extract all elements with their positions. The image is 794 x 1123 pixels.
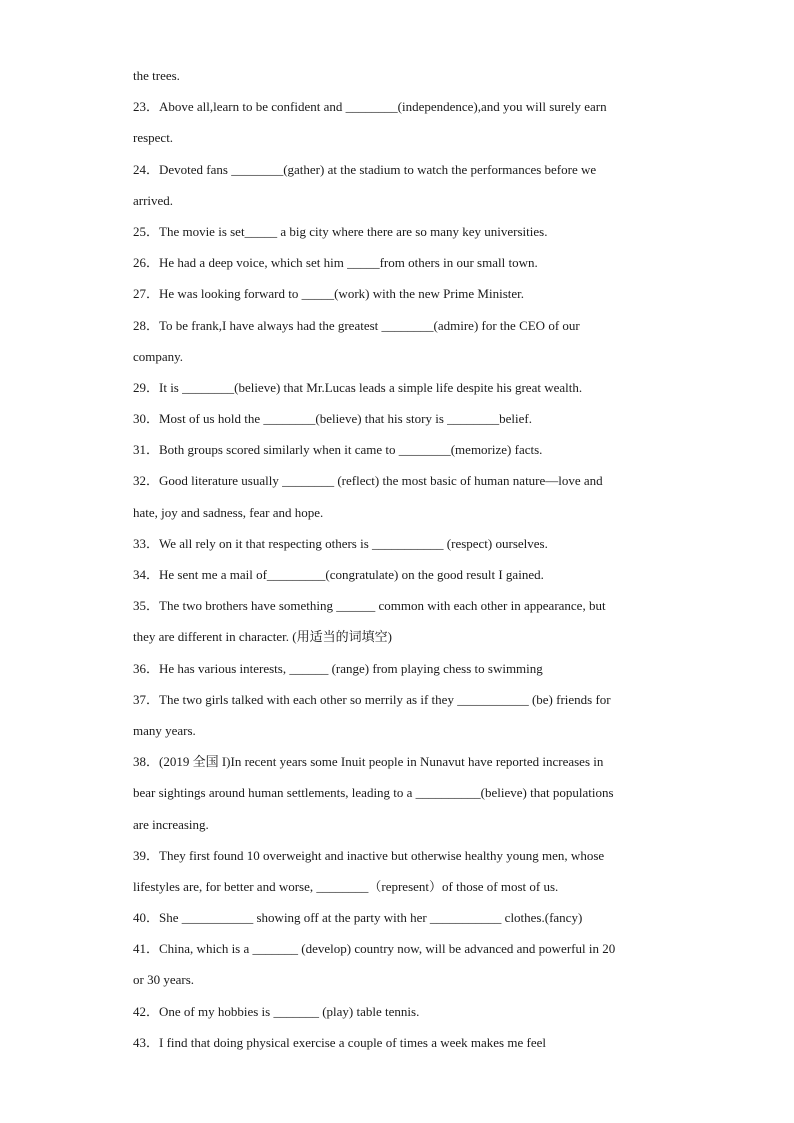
text-line: 36．He has various interests, ______ (range) from playing chess to swimming (133, 660, 543, 676)
text-line: 43．I find that doing physical exercise a couple of times a week makes me feel (133, 1034, 546, 1050)
exercise-text (133, 60, 668, 1058)
text-line: 29．It is ________(believe) that Mr.Lucas leads a simple life despite his great wealth. (133, 379, 583, 395)
text-line: lifestyles are, for better and worse, ________（represent）of those of most of us. (133, 878, 559, 894)
text-line: the trees. (133, 68, 180, 83)
text-line: 24．Devoted fans ________(gather) at the stadium to watch the performances before we (133, 161, 597, 177)
text-line: hate, joy and sadness, fear and hope. (133, 504, 324, 520)
text-line: 27．He was looking forward to _____(work) with the new Prime Minister. (133, 286, 525, 302)
text-line: 25．The movie is set_____ a big city where there are so many key universities. (133, 223, 548, 239)
text-line: 33．We all rely on it that respecting others is ___________ (respect) ourselves. (133, 535, 548, 551)
text-line: arrived. (133, 192, 174, 208)
text-line: 31．Both groups scored similarly when it came to ________(memorize) facts. (133, 442, 543, 458)
text-line: company. (133, 348, 184, 364)
text-line: 42．One of my hobbies is _______ (play) table tennis. (133, 1003, 420, 1019)
text-line: 26．He had a deep voice, which set him _____from others in our small town. (133, 255, 538, 271)
text-line: 41．China, which is a _______ (develop) country now, will be advanced and powerful in 20 (133, 941, 616, 957)
text-line: 28．To be frank,I have always had the greatest ________(admire) for the CEO of our (133, 317, 580, 333)
text-line: 39．They first found 10 overweight and inactive but otherwise healthy young men, whose (133, 847, 605, 863)
text-line: 32．Good literature usually ________ (reflect) the most basic of human nature—love and (133, 473, 603, 489)
text-line: 37．The two girls talked with each other so merrily as if they ___________ (be) friends for (133, 691, 611, 707)
text-line: bear sightings around human settlements, leading to a __________(believe) that populations (133, 785, 614, 801)
text-line: 23．Above all,learn to be confident and ________(independence),and you will surely earn (133, 99, 607, 115)
text-line: are increasing. (133, 816, 209, 832)
text-line: they are different in character. (用适当的词填空) (133, 629, 392, 645)
text-line: 30．Most of us hold the ________(believe) that his story is ________belief. (133, 411, 532, 427)
text-line: 38．(2019 全国 I)In recent years some Inuit people in Nunavut have reported increases in (133, 754, 604, 770)
text-line: 34．He sent me a mail of_________(congratulate) on the good result I gained. (133, 567, 544, 582)
text-line: or 30 years. (133, 972, 195, 988)
text-line: 40．She ___________ showing off at the party with her ___________ clothes.(fancy) (133, 910, 583, 926)
text-line: respect. (133, 130, 174, 146)
text-line: 35．The two brothers have something ______ common with each other in appearance, but (133, 598, 606, 614)
text-line: many years. (133, 722, 196, 738)
